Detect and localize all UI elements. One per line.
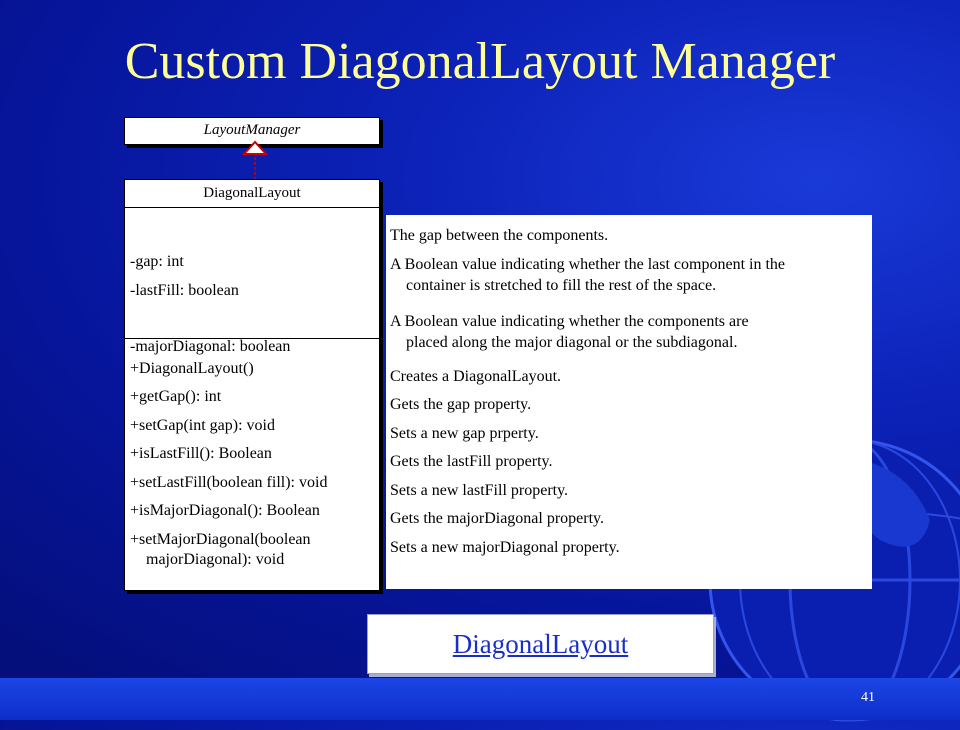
diagonallayout-link[interactable]: DiagonalLayout [452,629,629,659]
class-box [124,179,380,591]
footer-bar [0,678,960,720]
method-constructor: +DiagonalLayout() [130,360,254,377]
desc-setgap: Sets a new gap prperty. [390,425,539,442]
desc-getlastfill: Gets the lastFill property. [390,453,553,470]
desc-setlastfill: Sets a new lastFill property. [390,482,569,499]
class-fields [125,208,379,355]
field-gap: -gap: int [130,253,184,270]
page-number: 41 [861,690,875,705]
desc-gap: The gap between the components. [390,227,609,244]
desc-lastfill-2: container is stretched to fill the rest of the space. [406,277,717,294]
desc-getmajordiagonal: Gets the majorDiagonal property. [390,510,605,527]
desc-getgap: Gets the gap property. [390,396,532,413]
field-lastfill: -lastFill: boolean [130,282,239,299]
method-ismajordiagonal: +isMajorDiagonal(): Boolean [130,502,320,519]
description-panel [386,215,872,589]
desc-lastfill-1: A Boolean value indicating whether the last component in the [390,256,786,273]
interface-name: LayoutManager [203,122,301,138]
realization-arrow-icon [240,140,270,182]
method-islastfill: +isLastFill(): Boolean [130,445,272,462]
desc-constructor: Creates a DiagonalLayout. [390,368,562,385]
diagonallayout-link-box [367,614,714,674]
method-setgap: +setGap(int gap): void [130,417,275,434]
method-setlastfill: +setLastFill(boolean fill): void [130,474,328,491]
desc-setmajordiagonal: Sets a new majorDiagonal property. [390,539,620,556]
slide-title: Custom DiagonalLayout Manager [124,33,836,90]
field-majordiagonal: -majorDiagonal: boolean [130,338,291,355]
desc-majordiagonal-2: placed along the major diagonal or the subdiagonal. [406,334,738,351]
desc-majordiagonal-1: A Boolean value indicating whether the components are [390,313,749,330]
class-name: DiagonalLayout [125,180,379,208]
method-getgap: +getGap(): int [130,388,222,405]
method-setmajordiagonal: +setMajorDiagonal(boolean [130,531,311,548]
method-setmajordiagonal-cont: majorDiagonal): void [146,551,285,568]
